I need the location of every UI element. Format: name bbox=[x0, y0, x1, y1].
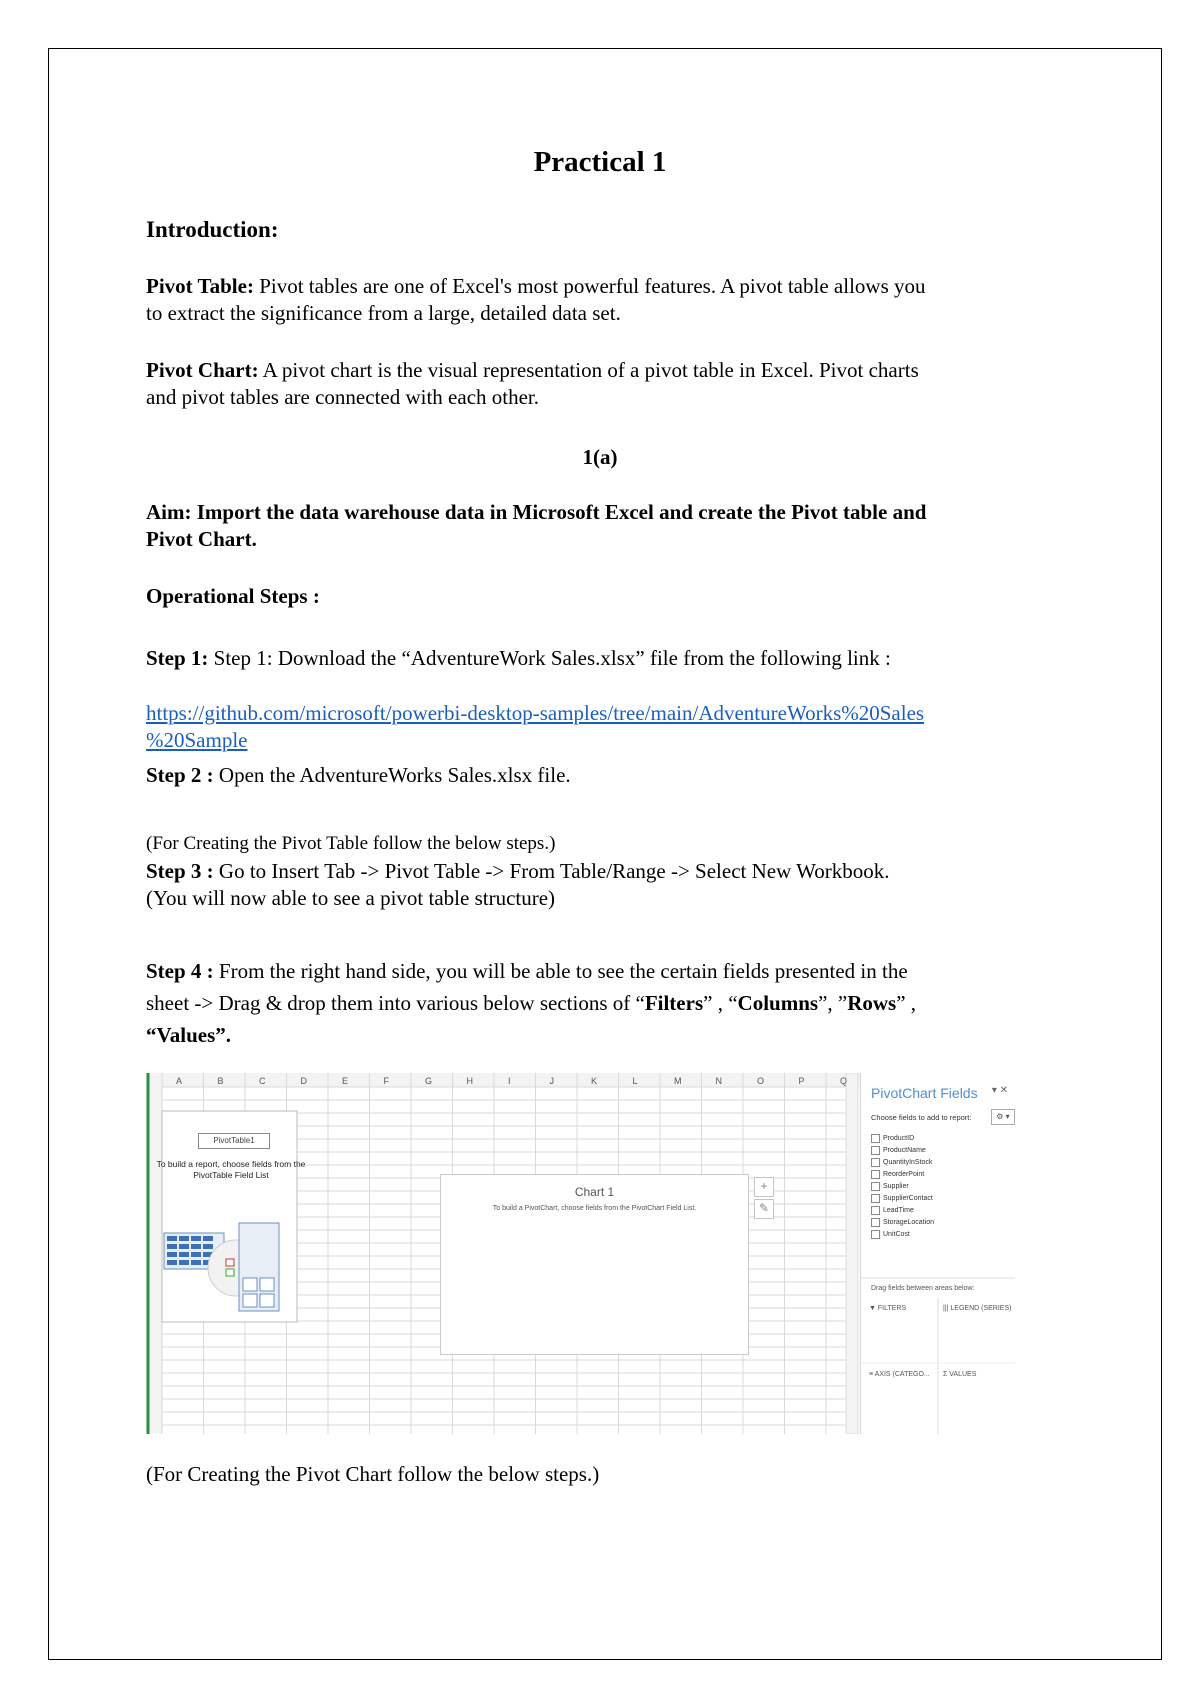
step1-paragraph bbox=[146, 645, 1066, 672]
field-label: ProductID bbox=[883, 1135, 915, 1142]
github-link-line-1[interactable]: https://github.com/microsoft/powerbi-desktop-samples/tree/main/AdventureWorks%20Sales bbox=[146, 701, 925, 725]
step3-paragraph bbox=[146, 858, 1066, 912]
checkbox-icon[interactable] bbox=[871, 1170, 880, 1179]
pivot-chart-text-2: and pivot tables are connected with each other. bbox=[146, 385, 540, 409]
column-header[interactable]: B bbox=[217, 1076, 224, 1086]
step3-text-2: (You will now able to see a pivot table structure) bbox=[146, 886, 556, 910]
checkbox-icon[interactable] bbox=[871, 1218, 880, 1227]
field-checkbox[interactable] bbox=[871, 1229, 934, 1241]
column-header[interactable]: N bbox=[715, 1076, 722, 1086]
field-label: ProductName bbox=[883, 1147, 926, 1154]
introduction-heading: Introduction: bbox=[146, 217, 279, 242]
checkbox-icon[interactable] bbox=[871, 1230, 880, 1239]
pivot-chart-note: (For Creating the Pivot Chart follow the below steps.) bbox=[146, 1462, 600, 1486]
section-number-text: 1(a) bbox=[582, 445, 618, 469]
checkbox-icon[interactable] bbox=[871, 1158, 880, 1167]
pivot-chart-text-1: A pivot chart is the visual representation of a pivot table in Excel. Pivot charts bbox=[258, 358, 919, 382]
field-label: ReorderPoint bbox=[883, 1171, 925, 1178]
checkbox-icon[interactable] bbox=[871, 1134, 880, 1143]
aim-line-2: Pivot Chart. bbox=[146, 527, 257, 551]
pivot-table-label: Pivot Table: bbox=[146, 274, 254, 298]
axis-area[interactable]: ≡ AXIS (CATEGO... bbox=[869, 1371, 930, 1378]
step3-text: Go to Insert Tab -> Pivot Table -> From Table/Range -> Select New Workbook. bbox=[213, 859, 890, 883]
step4-rows: Rows bbox=[847, 991, 897, 1015]
column-header[interactable]: O bbox=[757, 1076, 765, 1086]
field-checkbox[interactable] bbox=[871, 1217, 934, 1229]
excel-screenshot bbox=[146, 1073, 1015, 1434]
gear-icon[interactable]: ⚙ ▾ bbox=[991, 1109, 1015, 1125]
column-header[interactable]: J bbox=[549, 1076, 554, 1086]
column-header[interactable]: G bbox=[425, 1076, 433, 1086]
field-label: QuantityInStock bbox=[883, 1159, 933, 1166]
checkbox-icon[interactable] bbox=[871, 1194, 880, 1203]
column-header[interactable]: P bbox=[798, 1076, 805, 1086]
field-list bbox=[871, 1133, 934, 1241]
field-label: LeadTime bbox=[883, 1207, 914, 1214]
aim-line-1: Aim: Import the data warehouse data in Microsoft Excel and create the Pivot table and bbox=[146, 500, 927, 524]
pivot-table-note: (For Creating the Pivot Table follow the below steps.) bbox=[146, 833, 556, 854]
section-number bbox=[146, 444, 1054, 471]
step1-text: Step 1: Download the “AdventureWork Sales.xlsx” file from the following link : bbox=[208, 646, 891, 670]
field-label: SupplierContact bbox=[883, 1195, 933, 1202]
chart-styles-button[interactable]: ✎ bbox=[754, 1199, 774, 1219]
column-header[interactable]: M bbox=[674, 1076, 682, 1086]
pane-title: PivotChart Fields bbox=[871, 1085, 978, 1101]
pivotchart-fields-pane bbox=[860, 1073, 1015, 1434]
field-checkbox[interactable] bbox=[871, 1169, 934, 1181]
operational-steps-heading bbox=[146, 583, 1066, 610]
step3-label: Step 3 : bbox=[146, 859, 214, 883]
step2-paragraph bbox=[146, 762, 1066, 789]
step4-sep2: ”, ” bbox=[818, 991, 848, 1015]
checkbox-icon[interactable] bbox=[871, 1182, 880, 1191]
field-checkbox[interactable] bbox=[871, 1193, 934, 1205]
column-header[interactable]: E bbox=[342, 1076, 349, 1086]
field-label: StorageLocation bbox=[883, 1219, 934, 1226]
pane-close-button[interactable]: ▾ ✕ bbox=[991, 1085, 1008, 1096]
field-label: Supplier bbox=[883, 1183, 909, 1190]
field-checkbox[interactable] bbox=[871, 1157, 934, 1169]
pivot-table-text-1: Pivot tables are one of Excel's most powerful features. A pivot table allows you bbox=[253, 274, 926, 298]
legend-area[interactable]: ||| LEGEND (SERIES) bbox=[943, 1305, 1012, 1312]
operational-steps-text: Operational Steps : bbox=[146, 584, 320, 608]
field-checkbox[interactable] bbox=[871, 1205, 934, 1217]
column-header[interactable]: L bbox=[632, 1076, 638, 1086]
step4-values: “Values”. bbox=[146, 1023, 231, 1047]
drag-hint: Drag fields between areas below: bbox=[871, 1285, 975, 1292]
field-checkbox[interactable] bbox=[871, 1181, 934, 1193]
pivottable-hint: To build a report, choose fields from the PivotTable Field List bbox=[156, 1159, 306, 1180]
pivot-chart-label: Pivot Chart: bbox=[146, 358, 259, 382]
step4-label: Step 4 : bbox=[146, 959, 214, 983]
step1-label: Step 1: bbox=[146, 646, 209, 670]
filters-area[interactable]: ▼ FILTERS bbox=[869, 1305, 907, 1312]
pane-choose-label: Choose fields to add to report: bbox=[871, 1113, 972, 1122]
page-title: Practical 1 bbox=[533, 146, 667, 178]
column-header[interactable]: A bbox=[176, 1076, 183, 1086]
pivot-chart-paragraph bbox=[146, 357, 1066, 411]
step2-label: Step 2 : bbox=[146, 763, 214, 787]
column-header[interactable]: F bbox=[383, 1076, 389, 1086]
pivot-table-text-2: to extract the significance from a large, detailed data set. bbox=[146, 301, 621, 325]
step4-text-1: From the right hand side, you will be able to see the certain fields presented in the bbox=[213, 959, 908, 983]
field-checkbox[interactable] bbox=[871, 1133, 934, 1145]
step4-sep3: ” , bbox=[896, 991, 917, 1015]
chart-elements-button[interactable]: + bbox=[754, 1177, 774, 1197]
aim-paragraph bbox=[146, 499, 1066, 553]
pivottable-name: PivotTable1 bbox=[198, 1133, 270, 1149]
step4-filters: Filters bbox=[644, 991, 704, 1015]
column-header[interactable]: C bbox=[259, 1076, 266, 1086]
step4-text-2: sheet -> Drag & drop them into various below sections of “ bbox=[146, 991, 645, 1015]
pivot-table-paragraph bbox=[146, 273, 1066, 327]
checkbox-icon[interactable] bbox=[871, 1146, 880, 1155]
values-area[interactable]: Σ VALUES bbox=[943, 1371, 977, 1378]
column-header[interactable]: I bbox=[508, 1076, 511, 1086]
chart-title: Chart 1 bbox=[574, 1185, 615, 1199]
step2-text: Open the AdventureWorks Sales.xlsx file. bbox=[213, 763, 571, 787]
step4-sep1: ” , “ bbox=[703, 991, 738, 1015]
column-header[interactable]: H bbox=[466, 1076, 473, 1086]
checkbox-icon[interactable] bbox=[871, 1206, 880, 1215]
column-header[interactable]: D bbox=[300, 1076, 307, 1086]
step1-link[interactable] bbox=[146, 700, 1066, 754]
column-header[interactable]: Q bbox=[840, 1076, 848, 1086]
step4-columns: Columns bbox=[737, 991, 819, 1015]
chart-hint: To build a PivotChart, choose fields from the PivotChart Field List. bbox=[492, 1205, 697, 1212]
pivot-chart-placeholder[interactable] bbox=[440, 1174, 749, 1355]
column-header[interactable]: K bbox=[591, 1076, 598, 1086]
field-label: UnitCost bbox=[883, 1231, 910, 1238]
github-link-line-2[interactable]: %20Sample bbox=[146, 728, 248, 752]
field-checkbox[interactable] bbox=[871, 1145, 934, 1157]
step4-paragraph bbox=[146, 955, 1066, 1051]
